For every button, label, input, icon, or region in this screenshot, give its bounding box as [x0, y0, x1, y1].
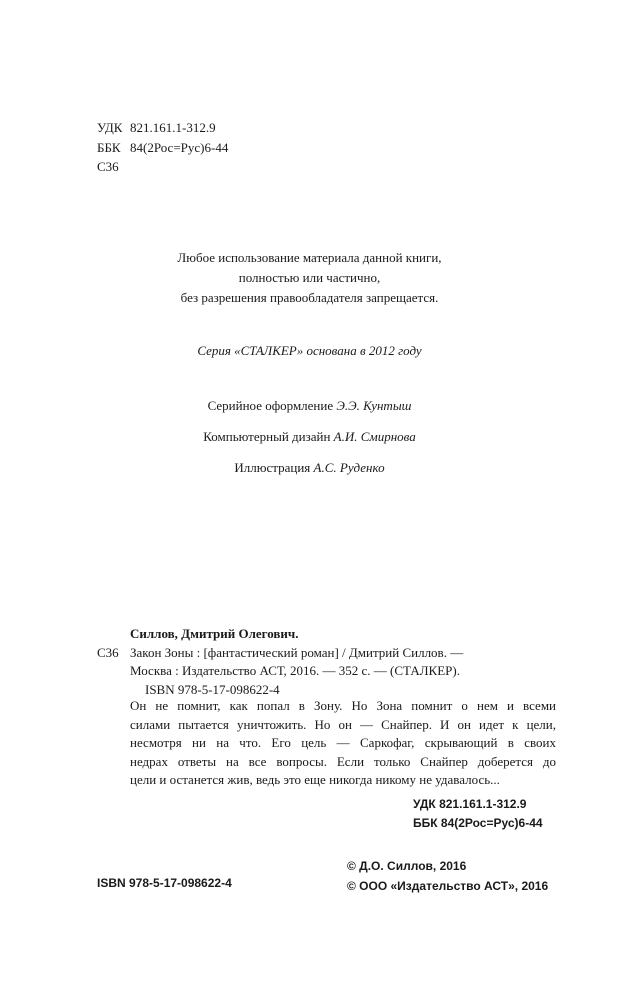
annotation-line: Он не помнит, как попал в Зону. Но Зона помнит о нем и всеми: [130, 698, 556, 713]
annotation-line: силами пытается уничтожить. Но он — Снайпер. И он идет к цели,: [130, 716, 556, 732]
bib-description: [130, 644, 560, 681]
udk-bold: УДК 821.161.1-312.9: [413, 797, 527, 811]
series-note: Серия «СТАЛКЕР» основана в 2012 году: [197, 343, 422, 358]
classification-block: [97, 118, 228, 177]
credit-series-design: [0, 396, 619, 416]
annotation-line: цели и останется жив, ведь это еще никогда никому не удавалось...: [130, 772, 500, 787]
credit-person: Э.Э. Кунтыш: [336, 398, 412, 413]
notice-line: Любое использование материала данной книги,: [177, 250, 442, 265]
bbk-row: [97, 138, 228, 158]
notice-line: без разрешения правообладателя запрещается.: [180, 290, 439, 305]
annotation-line: недрах ответы на все вопросы. Если только Снайпер доберется до: [130, 753, 556, 769]
udk-value: 821.161.1-312.9: [130, 120, 216, 135]
copyright-notice: [0, 248, 619, 308]
bib-code: С36: [97, 644, 119, 660]
author-mark-row: [97, 157, 228, 177]
bib-line: Москва : Издательство АСТ, 2016. — 352 с. — (СТАЛКЕР).: [130, 663, 460, 678]
annotation-paragraph: [130, 697, 556, 790]
bib-line: Закон Зоны : [фантастический роман] / Дмитрий Силлов. —: [130, 644, 464, 660]
credit-person: А.С. Руденко: [313, 460, 385, 475]
bib-author: Силлов, Дмитрий Олегович.: [130, 626, 299, 641]
copyright-block: [347, 857, 548, 896]
bbk-label: ББК: [97, 139, 121, 155]
credit-role: Серийное оформление: [207, 398, 337, 413]
credit-computer-design: [0, 427, 619, 447]
bib-isbn: ISBN 978-5-17-098622-4: [145, 681, 280, 697]
classification-bold: [413, 795, 543, 832]
udk-label: УДК: [97, 120, 123, 135]
copyright-publisher: © ООО «Издательство АСТ», 2016: [347, 878, 549, 893]
bbk-bold: ББК 84(2Рос=Рус)6-44: [413, 815, 543, 830]
isbn-bottom: ISBN 978-5-17-098622-4: [97, 876, 232, 890]
bbk-value: 84(2Рос=Рус)6-44: [130, 139, 229, 155]
credit-role: Иллюстрация: [234, 460, 314, 475]
credit-role: Компьютерный дизайн: [203, 429, 334, 444]
annotation-line: несмотря ни на что. Его цель — Саркофаг, скрывающий в своих: [130, 735, 556, 750]
credit-illustration: [0, 458, 619, 478]
credit-person: А.И. Смирнова: [333, 429, 416, 444]
copyright-author: © Д.О. Силлов, 2016: [347, 859, 467, 873]
udk-row: [97, 118, 228, 138]
author-mark: С36: [97, 159, 119, 174]
notice-line: полностью или частично,: [238, 270, 381, 285]
